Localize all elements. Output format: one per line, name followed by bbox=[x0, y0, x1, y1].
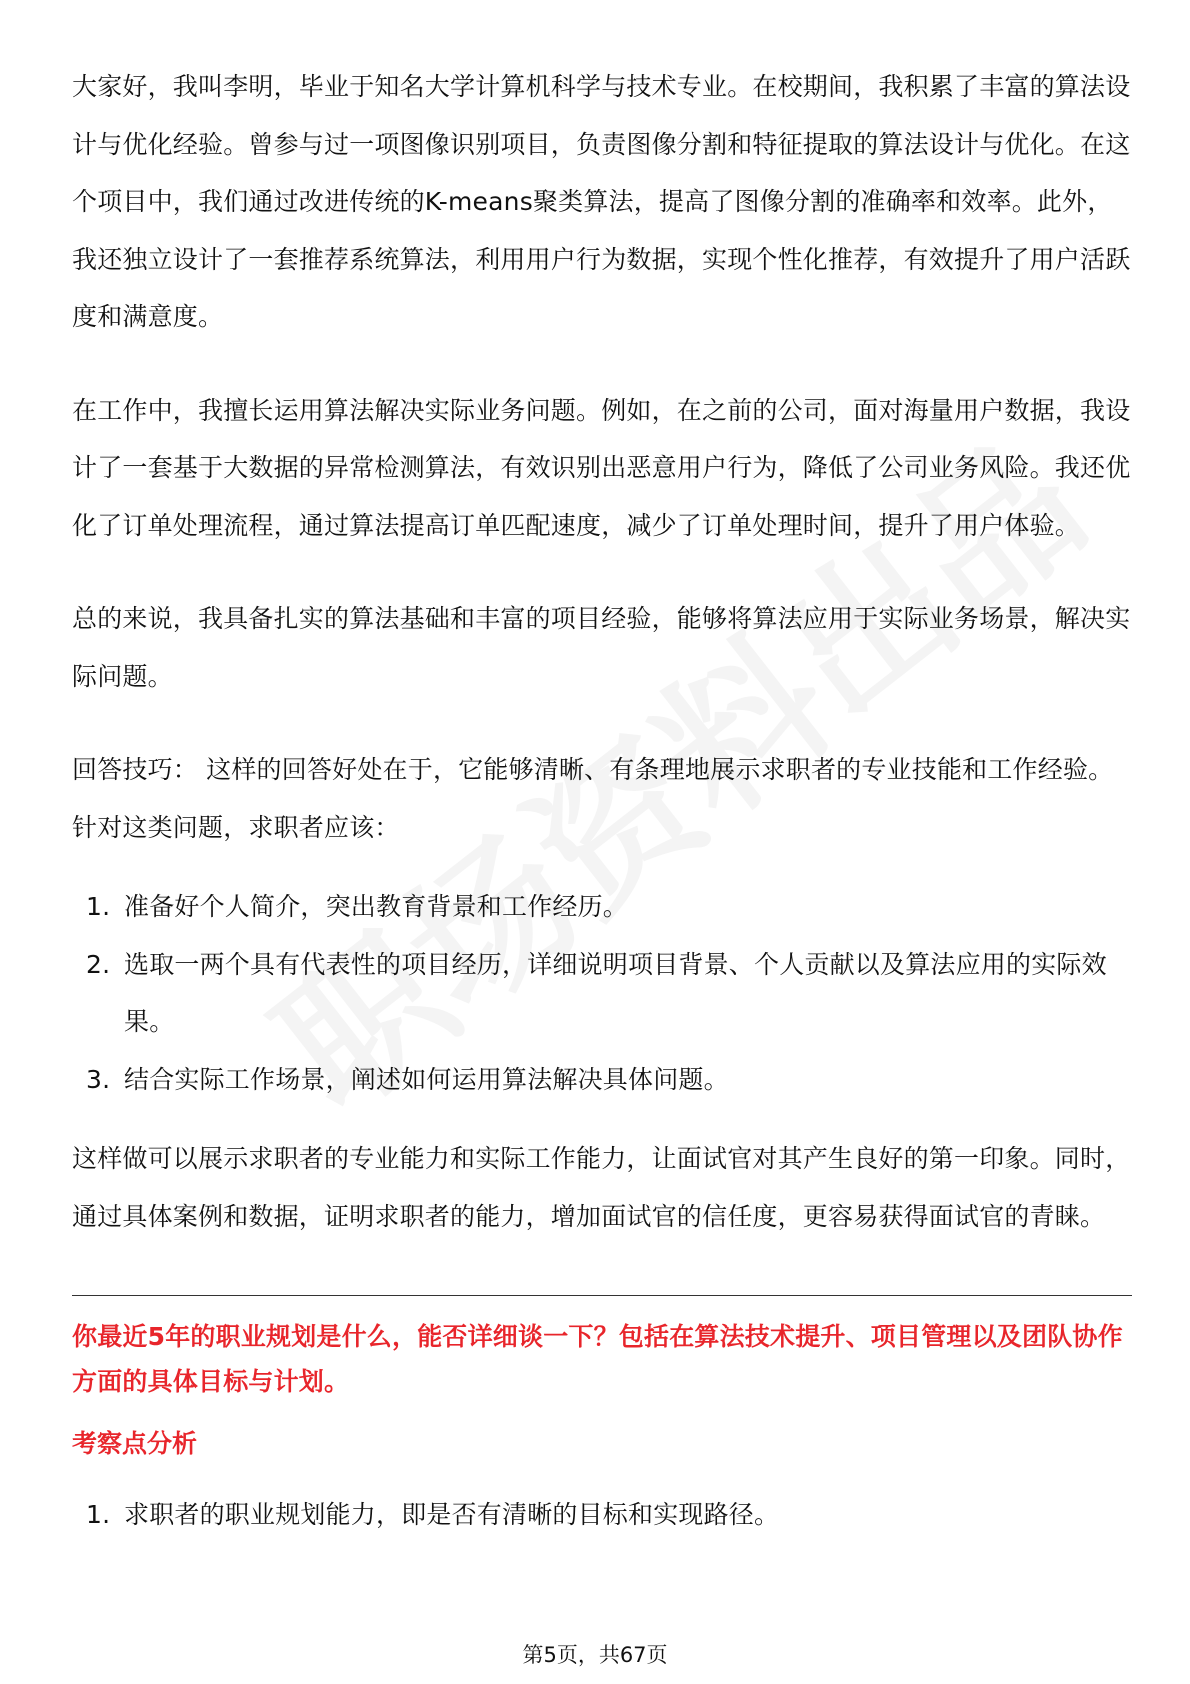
analysis-title: 考察点分析 bbox=[72, 1429, 198, 1458]
intro-paragraph: 大家好，我叫李明，毕业于知名大学计算机科学与技术专业。在校期间，我积累了丰富的算法设计与优化经验。曾参与过一项图像识别项目，负责图像分割和特征提取的算法设计与优化。在这个项目中，我们通过改进传统的K-means聚类算法，提高了图像分割的准确率和效率。此外，我还独立设计了一套推荐系统算法，利用用户行为数据，实现个性化推荐，有效提升了用户活跃度和满意度。 bbox=[72, 72, 1131, 331]
list-text: 选取一两个具有代表性的项目经历，详细说明项目背景、个人贡献以及算法应用的实际效果。 bbox=[124, 949, 1107, 1036]
summary-paragraph: 总的来说，我具备扎实的算法基础和丰富的项目经验，能够将算法应用于实际业务场景，解决实际问题。 bbox=[72, 604, 1131, 691]
page-content bbox=[72, 58, 1132, 1544]
list-text: 求职者的职业规划能力，即是否有清晰的目标和实现路径。 bbox=[124, 1500, 780, 1529]
section-divider bbox=[72, 1295, 1132, 1296]
list-item bbox=[72, 936, 1132, 1051]
question-heading: 你最近5年的职业规划是什么，能否详细谈一下？包括在算法技术提升、项目管理以及团队协作方面的具体目标与计划。 bbox=[72, 1322, 1123, 1396]
list-text: 准备好个人简介，突出教育背景和工作经历。 bbox=[124, 892, 629, 921]
list-number: 1. bbox=[86, 1500, 111, 1529]
tips-list bbox=[72, 878, 1132, 1108]
list-item bbox=[72, 1051, 1132, 1109]
list-number: 3. bbox=[86, 1064, 111, 1094]
work-paragraph: 在工作中，我擅长运用算法解决实际业务问题。例如，在之前的公司，面对海量用户数据，我设计了一套基于大数据的异常检测算法，有效识别出恶意用户行为，降低了公司业务风险。我还优化了订单处理流程，通过算法提高订单匹配速度，减少了订单处理时间，提升了用户体验。 bbox=[72, 395, 1131, 540]
list-text: 结合实际工作场景，阐述如何运用算法解决具体问题。 bbox=[124, 1064, 729, 1094]
analysis-list bbox=[72, 1486, 1132, 1544]
conclusion-paragraph: 这样做可以展示求职者的专业能力和实际工作能力，让面试官对其产生良好的第一印象。同时，通过具体案例和数据，证明求职者的能力，增加面试官的信任度，更容易获得面试官的青睐。 bbox=[72, 1144, 1131, 1231]
page-footer: 第5页，共67页 bbox=[522, 1643, 668, 1667]
list-item bbox=[72, 1486, 1132, 1544]
tips-intro-paragraph: 回答技巧： 这样的回答好处在于，它能够清晰、有条理地展示求职者的专业技能和工作经验。针对这类问题，求职者应该： bbox=[72, 755, 1114, 842]
list-item bbox=[72, 878, 1132, 936]
list-number: 2. bbox=[86, 949, 111, 979]
list-number: 1. bbox=[86, 892, 111, 921]
